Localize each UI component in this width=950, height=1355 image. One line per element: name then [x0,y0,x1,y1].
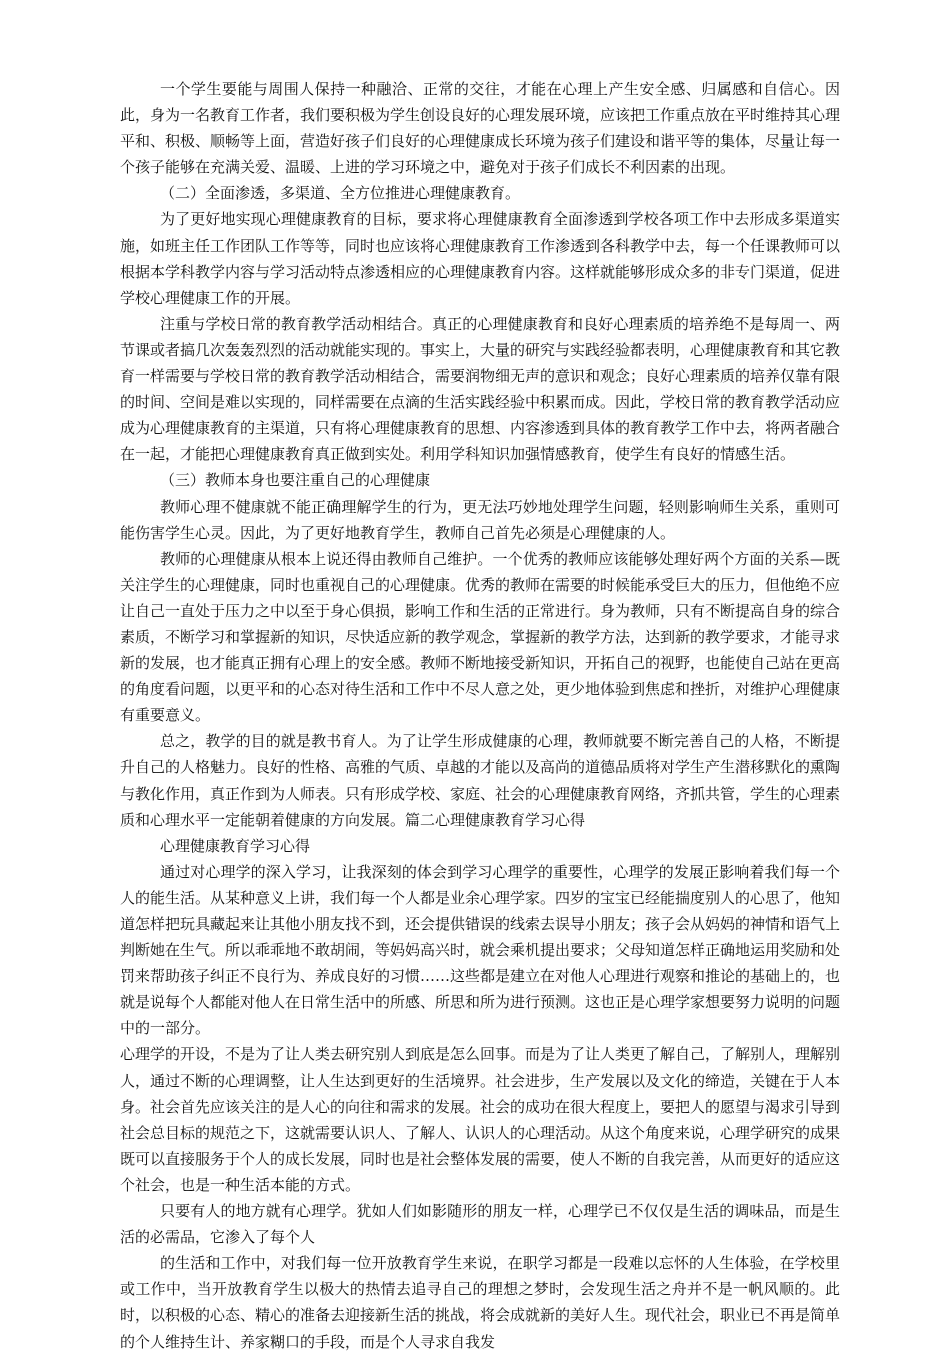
paragraph-daily-teaching: 注重与学校日常的教育教学活动相结合。真正的心理健康教育和良好心理素质的培养绝不是每周一、两节课或者搞几次轰轰烈烈的活动就能实现的。事实上，大量的研究与实践经验都表明，心理健康教育和其它教育一样需要与学校日常的教育教学活动相结合，需要润物细无声的意识和观念；良好心理素质的培养仅靠有限的时间、空间是难以实现的，同样需要在点滴的生活实践经验中积累而成。因此，学校日常的教育教学活动应成为心理健康教育的主渠道，只有将心理健康教育的思想、内容渗透到具体的教育教学工作中去，将两者融合在一起，才能把心理健康教育真正做到实处。利用学科知识加强情感教育，使学生有良好的情感生活。 [120,314,841,464]
paragraph-psychology-study: 通过对心理学的深入学习，让我深刻的体会到学习心理学的重要性，心理学的发展正影响着我们每一个人的能生活。从某种意义上讲，我们每一个人都是业余心理学家。四岁的宝宝已经能揣度别人的心思了，他知道怎样把玩具藏起来让其他小朋友找不到，还会提供错误的线索去误导小朋友；孩子会从妈妈的神情和语气上判断她在生气。所以乖乖地不敢胡闹，等妈妈高兴时，就会乘机提出要求；父母知道怎样正确地运用奖励和处罚来帮助孩子纠正不良行为、养成良好的习惯……这些都是建立在对他人心理进行观察和推论的基础上的，也就是说每个人都能对他人在日常生活中的所感、所思和所为进行预测。这也正是心理学家想要努力说明的问题中的一部分。 [120,862,841,1038]
paragraph-teacher-health: 教师心理不健康就不能正确理解学生的行为，更无法巧妙地处理学生问题，轻则影响师生关系，重则可能伤害学生心灵。因此，为了更好地教育学生，教师自己首先必须是心理健康的人。 [120,497,840,542]
paragraph-psychology-everywhere: 只要有人的地方就有心理学。犹如人们如影随形的朋友一样，心理学已不仅仅是生活的调味品，而是生活的必需品，它渗入了每个人 [120,1202,840,1247]
paragraph-purpose-of-psychology: 心理学的开设，不是为了让人类去研究别人到底是怎么回事。而是为了让人类更了解自己，了解别人，理解别人，通过不断的心理调整，让人生达到更好的生活境界。社会进步，生产发展以及文化的缔造，关键在于人本身。社会首先应该关注的是人心的向往和需求的发展。社会的成功在很大程度上，要把人的愿望与渴求引导到社会总目标的规范之下，这就需要认识人、了解人、认识人的心理活动。从这个角度来说，心理学研究的成果既可以直接服务于个人的成长发展，同时也是社会整体发展的需要，使人不断的自我完善，从而更好的适应这个社会，也是一种生活本能的方式。 [120,1045,841,1194]
paragraph-open-education: 的生活和工作中，对我们每一位开放教育学生来说，在职学习都是一段难以忘怀的人生体验，在学校里或工作中，当开放教育学生以极大的热情去追寻自己的理想之梦时，会发现生活之舟并不是一帆风顺的。此时，以积极的心态、精心的准备去迎接新生活的挑战，将会成就新的美好人生。现代社会，职业已不再是简单的个人维持生计、养家糊口的手段，而是个人寻求自我发 [120,1254,841,1351]
paragraph-multichannel: 为了更好地实现心理健康教育的目标，要求将心理健康教育全面渗透到学校各项工作中去形成多渠道实施，如班主任工作团队工作等等，同时也应该将心理健康教育工作渗透到各科教学中去，每一个任课教师可以根据本学科教学内容与学习活动特点渗透相应的心理健康教育内容。这样就能够形成众多的非专门渠道，促进学校心理健康工作的开展。 [120,210,841,307]
paragraph-campus-environment: 一个学生要能与周围人保持一种融洽、正常的交往，才能在心理上产生安全感、归属感和自信心。因此，身为一名教育工作者，我们要积极为学生创设良好的心理发展环境，应该把工作重点放在平时维持其心理平和、积极、顺畅等上面，营造好孩子们良好的心理健康成长环境为孩子们建设和谐平等的集体，尽量让每一个孩子能够在充满关爱、温暖、上进的学习环境之中，避免对于孩子们成长不利因素的出现。 [120,80,841,177]
section-heading-2: （二）全面渗透，多渠道、全方位推进心理健康教育。 [160,184,521,203]
section-heading-3: （三）教师本身也要注重自己的心理健康 [160,471,431,490]
paragraph-conclusion: 总之，教学的目的就是教书育人。为了让学生形成健康的心理，教师就要不断完善自己的人格，不断提升自己的人格魅力。良好的性格、高雅的气质、卓越的才能以及高尚的道德品质将对学生产生潜移默化的熏陶与教化作用，真正作到为人师表。只有形成学校、家庭、社会的心理健康教育网络，齐抓共管，学生的心理素质和心理水平一定能朝着健康的方向发展。篇二心理健康教育学习心得 [120,732,841,829]
paragraph-teacher-maintenance: 教师的心理健康从根本上说还得由教师自己维护。一个优秀的教师应该能够处理好两个方面的关系—既关注学生的心理健康，同时也重视自己的心理健康。优秀的教师在需要的时候能承受巨大的压力，但他绝不应让自己一直处于压力之中以至于身心俱损，影响工作和生活的正常进行。身为教师，只有不断提高自身的综合素质，不断学习和掌握新的知识，尽快适应新的教学观念，掌握新的教学方法，达到新的教学要求，才能寻求新的发展，也才能真正拥有心理上的安全感。教师不断地接受新知识，开拓自己的视野，也能使自己站在更高的角度看问题，以更平和的心态对待生活和工作中不尽人意之处，更少地体验到焦虑和挫折，对维护心理健康有重要意义。 [120,549,841,725]
document-page [120,76,840,1355]
article-title-study-notes: 心理健康教育学习心得 [160,836,311,855]
